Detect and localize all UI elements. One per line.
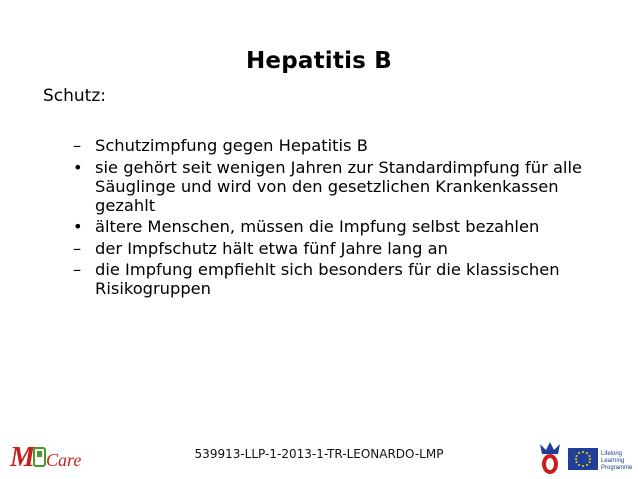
svg-text:Lifelong: Lifelong <box>601 451 623 457</box>
bullet-text: sie gehört seit wenigen Jahren zur Standardimpfung für alle Säuglinge und wird von den gesetzlichen Krankenkassen gezahlt <box>95 157 582 215</box>
svg-text:Learning: Learning <box>601 458 625 464</box>
bullet-text: ältere Menschen, müssen die Impfung selbst bezahlen <box>95 217 540 236</box>
project-code: 539913-LLP-1-2013-1-TR-LEONARDO-LMP <box>194 447 444 461</box>
emblem-icon <box>536 440 564 476</box>
bullet-marker: • <box>73 157 83 177</box>
section-heading: Schutz: <box>43 86 107 106</box>
dash-marker: – <box>73 238 82 258</box>
bullet-text: Schutzimpfung gegen Hepatitis B <box>95 136 368 155</box>
list-item <box>73 158 593 215</box>
slide-title: Hepatitis B <box>245 48 393 74</box>
list-item <box>73 136 593 155</box>
list-item <box>73 260 593 298</box>
list-item <box>73 217 593 236</box>
svg-text:Care: Care <box>46 450 82 470</box>
bullet-text: die Impfung empfiehlt sich besonders für die klassischen Risikogruppen <box>95 260 560 298</box>
bullet-marker: • <box>73 217 83 236</box>
dash-marker: – <box>73 260 82 279</box>
svg-text:M: M <box>10 442 35 473</box>
bullet-list <box>73 136 593 301</box>
eu-flag-icon <box>568 446 632 472</box>
list-item <box>73 239 593 258</box>
svg-text:Programme: Programme <box>601 465 632 471</box>
dash-marker: – <box>73 136 82 155</box>
bullet-text: der Impfschutz hält etwa fünf Jahre lang an <box>95 238 448 258</box>
